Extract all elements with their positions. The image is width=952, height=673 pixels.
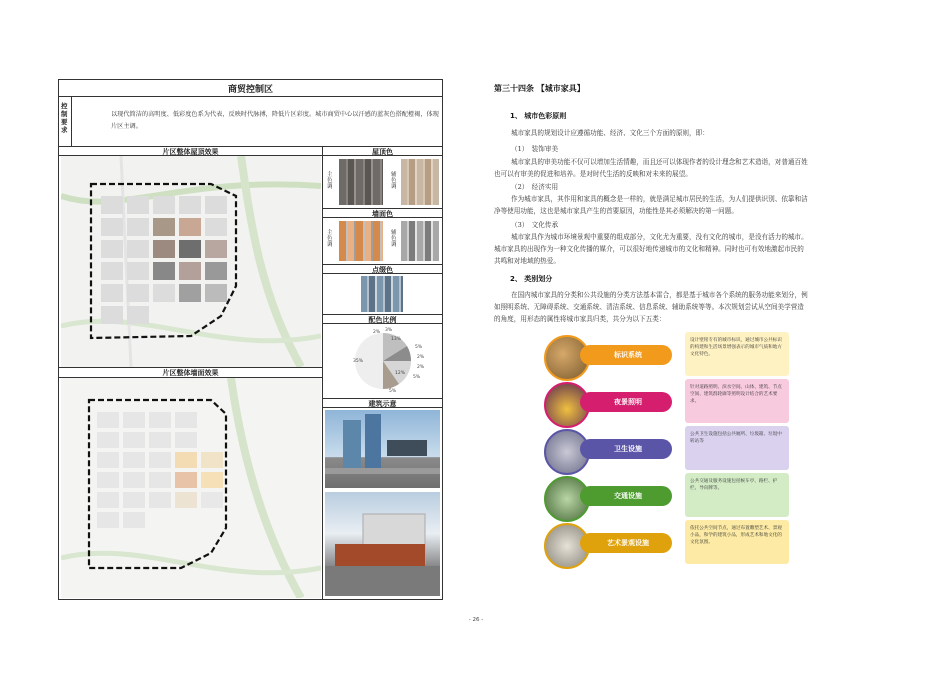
sanitation-label: 卫生设施	[592, 442, 664, 456]
building-title: 建筑示意	[368, 400, 397, 408]
sub-3: （3） 文化传承	[511, 221, 559, 229]
page-number: - 26 -	[468, 617, 484, 623]
ratio-label-7: 5%	[413, 375, 421, 380]
para-2: 城市家具的审美功能不仅可以增加生活情趣，而且还可以体现作者的设计理念和艺术造诣，对普通百姓	[511, 158, 808, 166]
section-1-heading: 1、 城市色彩原则	[510, 112, 567, 120]
accent-swatches	[361, 276, 403, 312]
night-lighting-desc: 针对道路照明、滨水空间、山体、建筑、节点空间、建筑群轮廓等照明设计结合的艺术要求。	[685, 379, 789, 423]
roof-effect-map	[61, 156, 321, 367]
wall-main-label: 主色调	[327, 230, 333, 248]
commercial-control-panel	[58, 79, 443, 600]
ratio-label-0: 2%	[373, 330, 381, 335]
roof-main-swatches	[339, 159, 383, 205]
art-landscape-desc: 依托公共空间节点，通过布置雕塑艺术、景观小品，和学的建筑小品，形成艺术和地文化的文化氛围。	[685, 520, 789, 564]
category-row-sanitation	[540, 426, 790, 474]
ratio-label-4: 2%	[417, 355, 425, 360]
traffic-desc: 公共交通及服务设施包括候车亭、路栏、护栏、导向牌等。	[685, 473, 789, 517]
ratio-label-5: 2%	[417, 365, 425, 370]
building-image-1	[325, 410, 440, 488]
wall-main-swatches	[339, 221, 383, 261]
category-row-signage	[540, 332, 790, 380]
signage-label: 标识系统	[592, 348, 664, 362]
facade-effect-map	[61, 378, 321, 598]
para-5: 在国内城市家具的分类和公共设施的分类方法基本雷合，都是基于城市各个系统的服务功能来划分，例	[511, 291, 808, 299]
traffic-label: 交通设施	[592, 489, 664, 503]
para-5c: 的角度，用形态的属性将城市家具归类，共分为以下五类：	[494, 315, 666, 323]
ratio-label-3: 5%	[415, 345, 423, 350]
facade-effect-caption: 片区整体墙面效果	[162, 369, 219, 377]
roof-effect-caption: 片区整体屋顶效果	[162, 148, 219, 156]
signage-desc: 设计壁铭专有的城市标识，通过城市公共标识的构建和生活场景增强表示的城市气质和地方文化特色。	[685, 332, 789, 376]
section-2-heading: 2、 类别划分	[510, 275, 553, 283]
ratio-pie-chart	[327, 326, 439, 396]
ratio-label-1: 3%	[385, 328, 393, 333]
roof-map-graphic	[61, 156, 321, 367]
para-3: 作为城市家具，其作用和家具的概念是一样的，就是满足城市居民的生活，为人们提供识别、依靠和洁	[511, 195, 808, 203]
sanitation-desc: 公共卫生设施包括公共厕所、垃圾箱、垃圾中转站等	[685, 426, 789, 470]
sub-1: （1） 装饰审美	[511, 145, 559, 153]
para-1: 城市家具的规划设计应遵循功能、经济、文化三个方面的原则，即：	[511, 129, 709, 137]
panel-title: 商贸控制区	[227, 85, 273, 95]
wall-color-title: 墙面色	[372, 210, 393, 218]
sub-2: （2） 经济实用	[511, 183, 559, 191]
roof-aux-swatches	[401, 159, 439, 205]
wall-aux-label: 辅色调	[391, 230, 397, 248]
wall-aux-swatches	[401, 221, 439, 261]
roof-main-label: 主色调	[327, 172, 333, 190]
para-3b: 净等使用功能，这也是城市家具产生的首要原因，功能性是其必须解决的第一问题。	[494, 207, 738, 215]
roof-aux-label: 辅色调	[391, 172, 397, 190]
control-label: 控制要求	[61, 102, 68, 134]
ratio-label-2: 13%	[391, 337, 402, 342]
ratio-label-8: 5%	[389, 389, 397, 394]
category-row-night-lighting	[540, 379, 790, 427]
facade-map-graphic	[61, 378, 321, 598]
para-2b: 也可以有审美的促进和培养。是对时代生活的反映和对未来的展望。	[494, 170, 692, 178]
article-heading: 第三十四条 【城市家具】	[494, 84, 585, 93]
accent-color-title: 点缀色	[372, 266, 393, 274]
building-image-2	[325, 492, 440, 596]
category-row-traffic	[540, 473, 790, 521]
night-lighting-label: 夜景照明	[592, 395, 664, 409]
control-text: 以现代简洁的高明度、低彩度色系为代表，反映时代脉搏，降低片区彩度。城市商贸中心以汗感的蓝灰色搭配橙褐，体现片区主调。	[111, 111, 439, 130]
para-4b: 城市家具的出现作为一种文化传播的媒介，可以很好地传递城市的文化和精神。同时也可有效地激起市民的	[494, 245, 804, 253]
category-row-art-landscape	[540, 520, 790, 568]
ratio-label-6: 12%	[395, 371, 406, 376]
para-5b: 如照明系统、无障碍系统、交通系统、清洁系统、信息系统、辅助系统等等。本次规划尝试从空间美学营造	[494, 303, 804, 311]
ratio-label-9: 35%	[353, 359, 364, 364]
para-4c: 共鸣和对地域的热爱。	[494, 257, 560, 265]
para-4: 城市家具作为城市环境景观中重要的组成部分，文化尤为重要，没有文化的城市，是没有活力的城市。	[511, 233, 808, 241]
art-landscape-label: 艺术景观设施	[592, 536, 664, 550]
roof-color-title: 屋顶色	[372, 148, 393, 156]
ratio-title: 配色比例	[368, 316, 397, 324]
